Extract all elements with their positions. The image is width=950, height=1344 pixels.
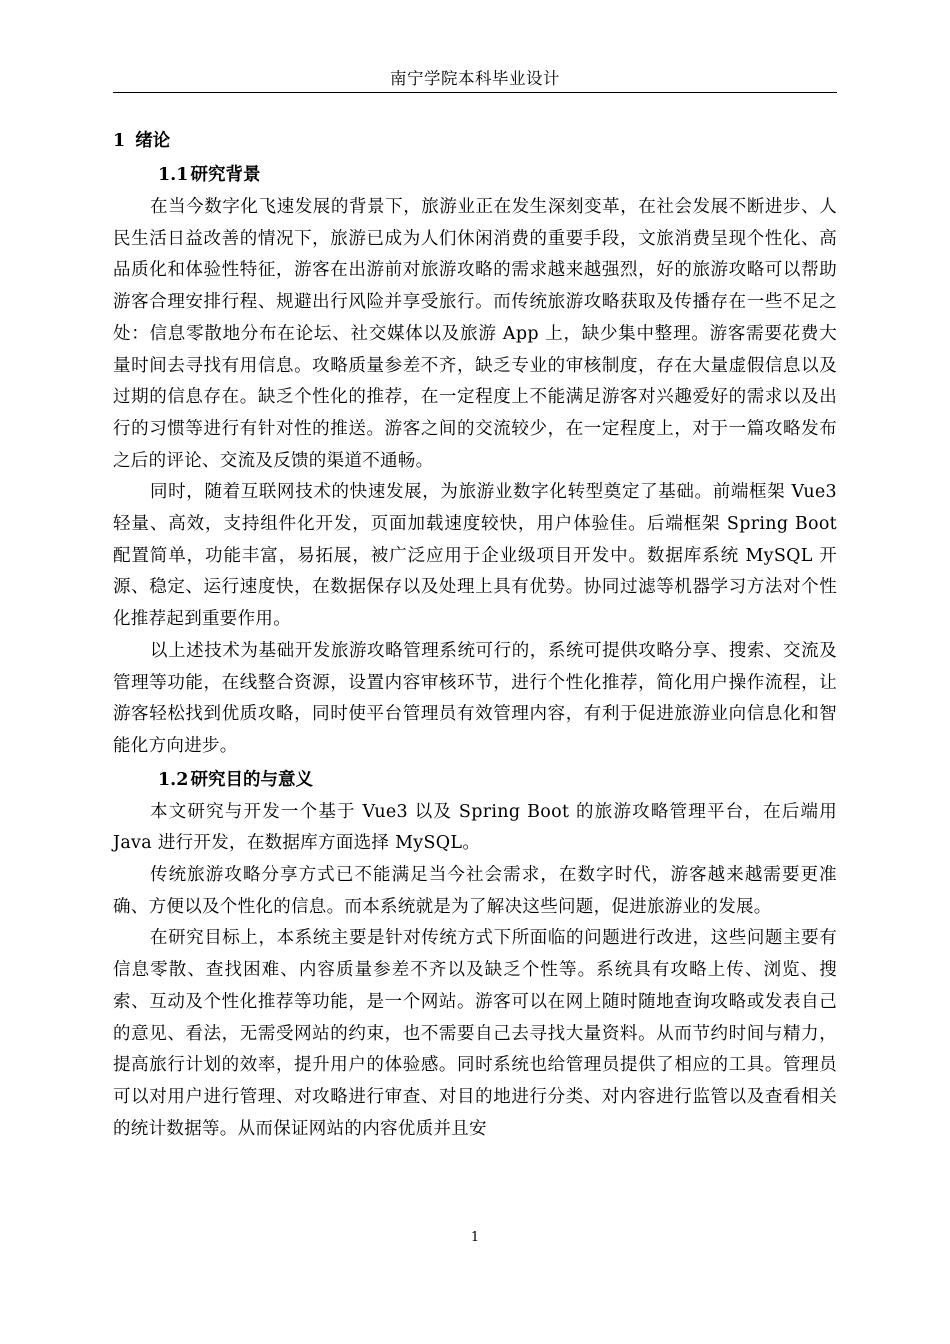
chapter-number: 1 <box>113 131 126 151</box>
page-number: 1 <box>470 1230 480 1245</box>
paragraph: 传统旅游攻略分享方式已不能满足当今社会需求，在数字时代，游客越来越需要更准确、方便以及个性化的信息。而本系统就是为了解决这些问题，促进旅游业的发展。 <box>113 865 837 917</box>
paragraph: 同时，随着互联网技术的快速发展，为旅游业数字化转型奠定了基础。前端框架 Vue3 轻量、高效，支持组件化开发，页面加载速度较快，用户体验佳。后端框架 Spring Boot 配置简单，功能丰富，易拓展，被广泛应用于企业级项目开发中。数据库系统 MySQL 开源、稳定、运行速度快，在数据保存以及处理上具有优势。协同过滤等机器学习方法对个性化推荐起到重要作用。 <box>113 482 837 630</box>
section-heading-1-2 <box>113 763 837 797</box>
paragraph: 以上述技术为基础开发旅游攻略管理系统可行的，系统可提供攻略分享、搜索、交流及管理等功能，在线整合资源，设置内容审核环节，进行个性化推荐，简化用户操作流程，让游客轻松找到优质攻略，同时使平台管理员有效管理内容，有利于促进旅游业向信息化和智能化方向进步。 <box>113 640 837 756</box>
section-title: 研究背景 <box>190 165 261 185</box>
section-heading-1-1 <box>113 158 837 192</box>
paragraph: 本文研究与开发一个基于 Vue3 以及 Spring Boot 的旅游攻略管理平台，在后端用 Java 进行开发，在数据库方面选择 MySQL。 <box>113 801 837 854</box>
paragraph: 在当今数字化飞速发展的背景下，旅游业正在发生深刻变革，在社会发展不断进步、人民生活日益改善的情况下，旅游已成为人们休闲消费的重要手段，文旅消费呈现个性化、高品质化和体验性特征，游客在出游前对旅游攻略的需求越来越强烈，好的旅游攻略可以帮助游客合理安排行程、规避出行风险并享受旅行。而传统旅游攻略获取及传播存在一些不足之处：信息零散地分布在论坛、社交媒体以及旅游 App 上，缺少集中整理。游客需要花费大量时间去寻找有用信息。攻略质量参差不齐，缺乏专业的审核制度，存在大量虚假信息以及过期的信息存在。缺乏个性化的推荐，在一定程度上不能满足游客对兴趣爱好的需求以及出行的习惯等进行有针对性的推送。游客之间的交流较少，在一定程度上，对于一篇攻略发布之后的评论、交流及反馈的渠道不通畅。 <box>113 197 837 471</box>
page-header <box>113 66 837 93</box>
paragraph: 在研究目标上，本系统主要是针对传统方式下所面临的问题进行改进，这些问题主要有信息零散、查找困难、内容质量参差不齐以及缺乏个性等。系统具有攻略上传、浏览、搜索、互动及个性化推荐等功能，是一个网站。游客可以在网上随时随地查询攻略或发表自己的意见、看法，无需受网站的约束，也不需要自己去寻找大量资料。从而节约时间与精力，提高旅行计划的效率，提升用户的体验感。同时系统也给管理员提供了相应的工具。管理员可以对用户进行管理、对攻略进行审查、对目的地进行分类、对内容进行监管以及查看相关的统计数据等。从而保证网站的内容优质并且安 <box>113 928 837 1139</box>
section-number: 1.2 <box>158 769 189 790</box>
document-body <box>113 124 837 1145</box>
header-title: 南宁学院本科毕业设计 <box>390 69 560 88</box>
section-title: 研究目的与意义 <box>190 769 313 790</box>
chapter-heading <box>113 124 837 158</box>
section-number: 1.1 <box>158 165 189 185</box>
chapter-title: 绪论 <box>135 131 171 151</box>
